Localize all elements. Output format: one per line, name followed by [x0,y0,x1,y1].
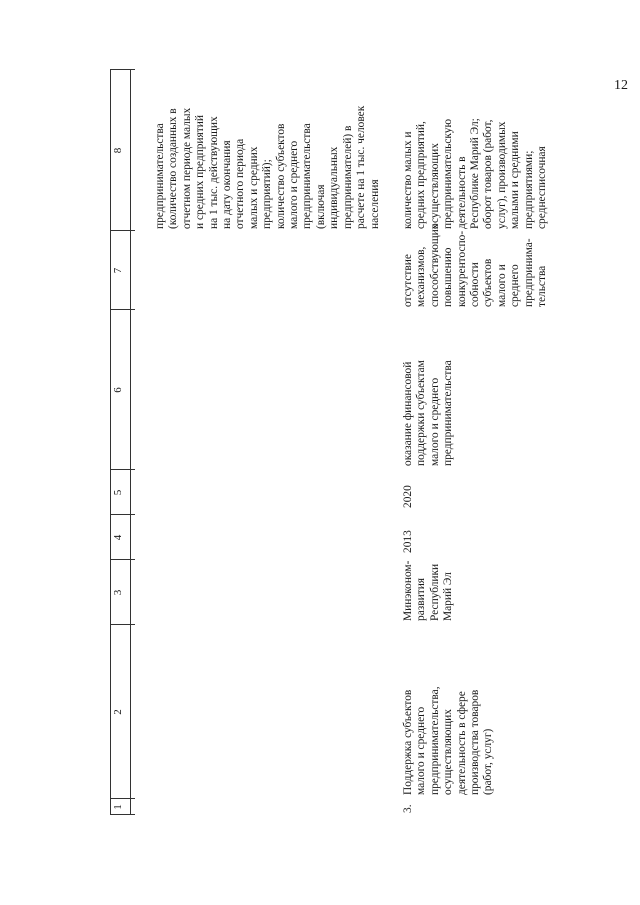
header-bottom-line [130,70,131,815]
row-end-year: 2020 [402,485,414,508]
page-number: 12 [614,78,628,93]
col-header-4: 4 [112,534,124,541]
col-header-1: 1 [112,804,124,810]
col-header-7: 7 [112,267,124,274]
col-header-5: 5 [112,489,124,496]
col-header-8: 8 [112,147,124,154]
row-start-year: 2013 [402,530,414,553]
row-indicators: количество малых и средних предприятий, осуществляющих предпринимательскую деятельность в Республике Марий Эл; оборот товаров (работ, услуг), производимых малыми и средними предприятиями; среднесписочная [402,118,549,229]
row-executor: Минэконом- развития Республики Марий Эл [402,560,455,621]
col-header-2: 2 [112,709,124,715]
col-header-3: 3 [112,589,124,596]
header-top-line [110,70,111,815]
rotated-table-sheet [110,70,640,815]
col-header-6: 6 [112,387,124,393]
row-number: 3. [402,804,414,813]
continuation-col8: предпринимательства (количество созданных в отчетном периоде малых и средних предприятий на 1 тыс. действующих на дату окончания отчетного периода малых и средних предприятий); количество субъектов малого и среднего предпринимательства (включая индивидуальных предпринимателей) в расчете на 1 тыс. человек населения [154,105,381,229]
row-name: Поддержка субъектов малого и среднего предпринимательства, осуществляющих деятельность в сфере производства товаров (работ, услуг) [402,686,495,795]
row-expected-result: оказание финансовой поддержки субъектам малого и среднего предпринимательства [402,360,455,466]
row-consequences: отсутствие механизмов, способствующих повышению конкурентоспо- собности субъектов малого и среднего предпринима- тельства [402,223,549,307]
